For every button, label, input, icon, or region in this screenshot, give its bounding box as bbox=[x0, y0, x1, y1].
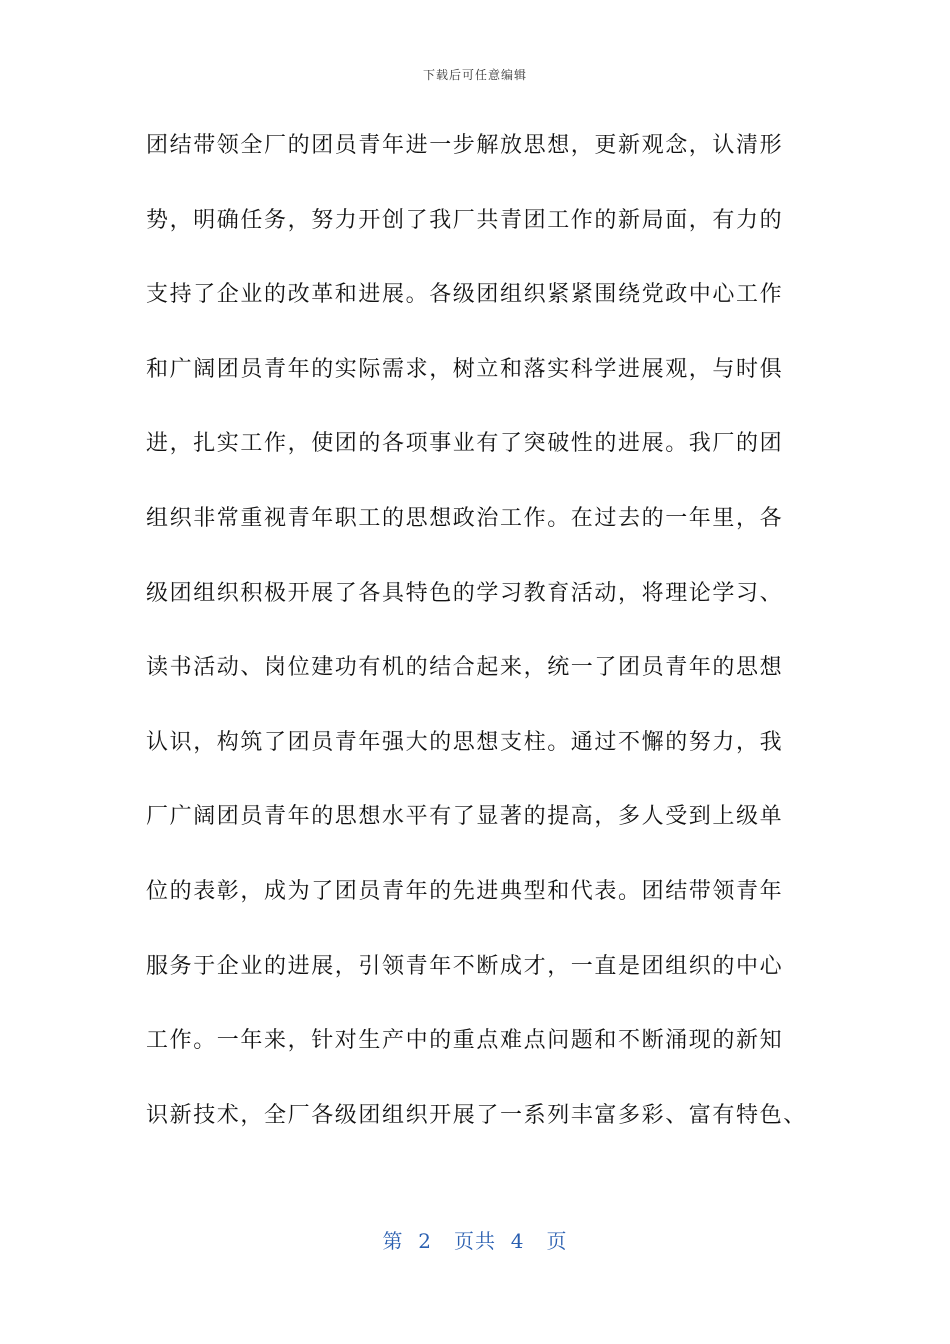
header-note: 下载后可任意编辑 bbox=[422, 68, 527, 82]
text-line: 团结带领全厂的团员青年进一步解放思想，更新观念，认清形 bbox=[146, 133, 784, 158]
text-line: 和广阔团员青年的实际需求，树立和落实科学进展观，与时俱 bbox=[146, 356, 784, 382]
text-line: 进，扎实工作，使团的各项事业有了突破性的进展。我厂的团 bbox=[146, 431, 784, 457]
page-number-footer: 第 2 页共 4 页 bbox=[382, 1229, 568, 1253]
text-line: 读书活动、岗位建功有机的结合起来，统一了团员青年的思想 bbox=[146, 655, 784, 681]
text-line: 识新技术，全厂各级团组织开展了一系列丰富多彩、富有特色、 bbox=[146, 1102, 807, 1128]
text-line: 支持了企业的改革和进展。各级团组织紧紧围绕党政中心工作 bbox=[146, 282, 784, 308]
text-line: 组织非常重视青年职工的思想政治工作。在过去的一年里，各 bbox=[146, 505, 784, 531]
text-line: 势，明确任务，努力开创了我厂共青团工作的新局面，有力的 bbox=[146, 207, 784, 233]
text-line: 服务于企业的进展，引领青年不断成才，一直是团组织的中心 bbox=[146, 953, 784, 979]
text-line: 位的表彰，成为了团员青年的先进典型和代表。团结带领青年 bbox=[146, 878, 784, 904]
text-line: 工作。一年来，针对生产中的重点难点问题和不断涌现的新知 bbox=[146, 1028, 784, 1054]
text-line: 认识，构筑了团员青年强大的思想支柱。通过不懈的努力，我 bbox=[146, 729, 784, 755]
text-line: 级团组织积极开展了各具特色的学习教育活动，将理论学习、 bbox=[146, 580, 784, 606]
body-paragraph bbox=[146, 122, 806, 1166]
text-line: 厂广阔团员青年的思想水平有了显著的提高，多人受到上级单 bbox=[146, 804, 784, 830]
